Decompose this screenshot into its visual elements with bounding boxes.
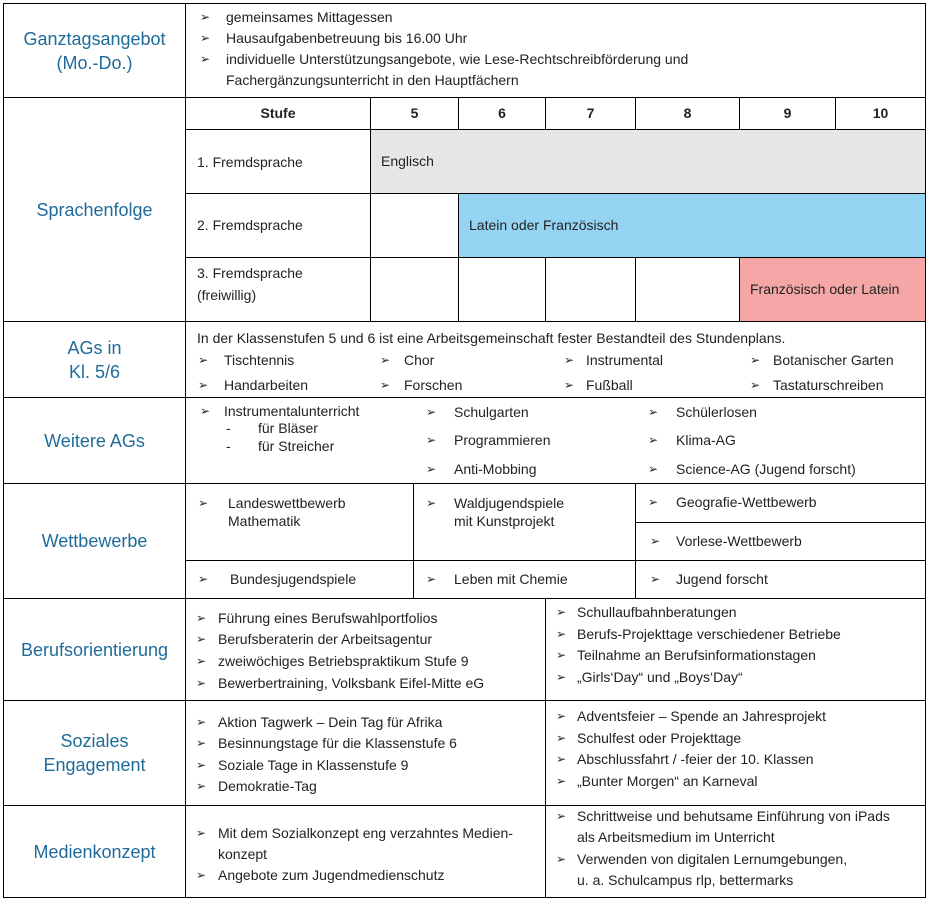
ganztag-label — [4, 4, 185, 97]
wettbewerb-item: Geografie-Wettbewerb — [676, 494, 817, 510]
weitere-item: Klima-AG — [676, 432, 736, 448]
bullet-icon: ➢ — [648, 433, 659, 447]
ags-intro: In der Klassenstufen 5 und 6 ist eine Arbeitsgemeinschaft fester Bestandteil des Stundenplans. — [197, 330, 786, 346]
bullet-icon: ➢ — [564, 353, 575, 367]
bullet-icon: ➢ — [426, 433, 437, 447]
beruf-item: Berufsberaterin der Arbeitsagentur — [218, 631, 433, 647]
medien-item-cont: als Arbeitsmedium im Unterricht — [577, 829, 775, 845]
ag-item: Instrumental — [586, 352, 664, 368]
bullet-icon: ➢ — [426, 405, 437, 419]
medien-item-cont: u. a. Schulcampus rlp, bettermarks — [577, 872, 794, 888]
fremdsprache-3-label: 3. Fremdsprache — [197, 265, 303, 281]
englisch-cell: Englisch — [381, 153, 434, 169]
bullet-icon: ➢ — [196, 826, 207, 840]
bullet-icon: ➢ — [556, 852, 567, 866]
bullet-icon: ➢ — [196, 779, 207, 793]
bullet-icon: ➢ — [196, 736, 207, 750]
ags-label-line2: Kl. 5/6 — [68, 361, 121, 382]
beruf-item: Bewerbertraining, Volksbank Eifel-Mitte eG — [218, 675, 485, 691]
sozial-item: „Bunter Morgen“ an Karneval — [577, 773, 758, 789]
ganztag-item: gemeinsames Mittagessen — [226, 9, 393, 25]
wettbewerb-item-cont: mit Kunstprojekt — [454, 513, 555, 529]
grade-header-8: 8 — [683, 105, 692, 121]
bullet-icon: ➢ — [198, 378, 209, 392]
sozial-item: Besinnungstage für die Klassenstufe 6 — [218, 735, 457, 751]
sozial-item: Aktion Tagwerk – Dein Tag für Afrika — [218, 714, 443, 730]
medien-item-cont: konzept — [218, 846, 268, 862]
wettbewerb-item: Leben mit Chemie — [454, 571, 568, 587]
weitere-item: Science-AG (Jugend forscht) — [676, 461, 856, 477]
grade-header-9: 9 — [783, 105, 792, 121]
weitere-subitem: für Streicher — [258, 438, 335, 454]
bullet-icon: ➢ — [198, 496, 209, 510]
bullet-icon: ➢ — [196, 715, 207, 729]
bullet-icon: ➢ — [200, 31, 211, 45]
beruf-item: Führung eines Berufswahlportfolios — [218, 610, 438, 626]
bullet-icon: ➢ — [648, 462, 659, 476]
bullet-icon: ➢ — [556, 670, 567, 684]
medien-item: Verwenden von digitalen Lernumgebungen, — [577, 851, 848, 867]
latein-franzoesisch-cell: Latein oder Französisch — [469, 217, 619, 233]
bullet-icon: ➢ — [426, 462, 437, 476]
bullet-icon: ➢ — [650, 534, 661, 548]
ag-item: Fußball — [586, 377, 633, 393]
ag-item: Tischtennis — [224, 352, 295, 368]
sozial-item: Schulfest oder Projekttage — [577, 730, 742, 746]
medien-item: Angebote zum Jugendmedienschutz — [218, 867, 445, 883]
dash: - — [226, 420, 231, 436]
weitere-item: Schulgarten — [454, 404, 529, 420]
bullet-icon: ➢ — [556, 709, 567, 723]
fremdsprache-1-label: 1. Fremdsprache — [197, 154, 303, 170]
wettbewerbe-label: Wettbewerbe — [41, 531, 148, 551]
weitere-item: Anti-Mobbing — [454, 461, 537, 477]
ag-item: Botanischer Garten — [773, 352, 894, 368]
bullet-icon: ➢ — [556, 809, 567, 823]
ag-item: Handarbeiten — [224, 377, 309, 393]
weitere-item: Schülerlosen — [676, 404, 757, 420]
wettbewerb-item: Waldjugendspiele — [454, 495, 564, 511]
grade-header-10: 10 — [872, 105, 889, 121]
wettbewerb-item-cont: Mathematik — [228, 513, 301, 529]
bullet-icon: ➢ — [648, 495, 659, 509]
wettbewerb-item: Jugend forscht — [676, 571, 768, 587]
grade-header-5: 5 — [410, 105, 419, 121]
bullet-icon: ➢ — [196, 758, 207, 772]
bullet-icon: ➢ — [196, 654, 207, 668]
beruf-item: Berufs-Projekttage verschiedener Betriebe — [577, 626, 841, 642]
ag-item: Forschen — [404, 377, 463, 393]
ganztag-item-cont: Fachergänzungsunterricht in den Hauptfächern — [226, 72, 519, 88]
bullet-icon: ➢ — [426, 496, 437, 510]
bullet-icon: ➢ — [196, 632, 207, 646]
weitere-label: Weitere AGs — [44, 430, 145, 451]
bullet-icon: ➢ — [196, 676, 207, 690]
fremdsprache-2-label: 2. Fremdsprache — [197, 217, 303, 233]
sozial-label-line1: Soziales — [60, 731, 129, 751]
bullet-icon: ➢ — [200, 404, 211, 418]
bullet-icon: ➢ — [196, 868, 207, 882]
ganztag-label-line2: (Mo.-Do.) — [56, 52, 133, 73]
sozial-item: Abschlussfahrt / -feier der 10. Klassen — [577, 751, 814, 767]
ag-item: Tastaturschreiben — [773, 377, 884, 393]
medien-label: Medienkonzept — [33, 841, 156, 862]
bullet-icon: ➢ — [380, 378, 391, 392]
bullet-icon: ➢ — [650, 572, 661, 586]
bullet-icon: ➢ — [198, 353, 209, 367]
beruf-item: Teilnahme an Berufsinformationstagen — [577, 647, 816, 663]
bullet-icon: ➢ — [426, 572, 437, 586]
weitere-item: Instrumentalunterricht — [224, 403, 360, 419]
dash: - — [226, 438, 231, 454]
bullet-icon: ➢ — [380, 353, 391, 367]
franzoesisch-latein-cell: Französisch oder Latein — [750, 281, 900, 297]
weitere-item: Programmieren — [454, 432, 551, 448]
wettbewerb-item: Bundesjugendspiele — [230, 571, 357, 587]
medien-item: Schrittweise und behutsame Einführung von iPads — [577, 808, 890, 824]
beruf-item: Schullaufbahnberatungen — [577, 604, 737, 620]
stufe-header: Stufe — [260, 105, 296, 121]
bullet-icon: ➢ — [200, 10, 211, 24]
sprachen-label: Sprachenfolge — [36, 199, 153, 220]
bullet-icon: ➢ — [556, 731, 567, 745]
beruf-label: Berufsorientierung — [20, 639, 169, 660]
ganztag-item: individuelle Unterstützungsangebote, wie Lese-Rechtschreibförderung und — [226, 51, 689, 67]
beruf-item: zweiwöchiges Betriebspraktikum Stufe 9 — [218, 653, 469, 669]
ag-item: Chor — [404, 352, 435, 368]
bullet-icon: ➢ — [750, 378, 761, 392]
grade-header-6: 6 — [498, 105, 506, 121]
bullet-icon: ➢ — [200, 52, 211, 66]
beruf-item: „Girls‘Day“ und „Boys‘Day“ — [577, 669, 743, 685]
weitere-subitem: für Bläser — [258, 420, 318, 436]
fremdsprache-3-sublabel: (freiwillig) — [197, 287, 257, 303]
bullet-icon: ➢ — [198, 572, 209, 586]
wettbewerb-item: Vorlese-Wettbewerb — [676, 533, 802, 549]
bullet-icon: ➢ — [556, 605, 567, 619]
bullet-icon: ➢ — [556, 648, 567, 662]
englisch-fill — [371, 130, 925, 193]
sozial-item: Adventsfeier – Spende an Jahresprojekt — [577, 708, 827, 724]
ags-label — [4, 322, 185, 397]
sozial-item: Demokratie-Tag — [218, 778, 317, 794]
ganztag-item: Hausaufgabenbetreuung bis 16.00 Uhr — [226, 30, 468, 46]
bullet-icon: ➢ — [564, 378, 575, 392]
bullet-icon: ➢ — [750, 353, 761, 367]
medien-item: Mit dem Sozialkonzept eng verzahntes Medien- — [218, 825, 513, 841]
bullet-icon: ➢ — [648, 405, 659, 419]
ags-label-line1: AGs in — [67, 337, 122, 358]
grade-header-7: 7 — [586, 105, 595, 121]
sozial-item: Soziale Tage in Klassenstufe 9 — [218, 757, 409, 773]
bullet-icon: ➢ — [556, 752, 567, 766]
bullet-icon: ➢ — [556, 627, 567, 641]
sozial-label-line2: Engagement — [43, 755, 146, 775]
bullet-icon: ➢ — [196, 611, 207, 625]
ganztag-label-line1: Ganztagsangebot — [23, 28, 166, 49]
wettbewerb-item: Landeswettbewerb — [228, 495, 346, 511]
sozial-label — [4, 701, 185, 805]
bullet-icon: ➢ — [556, 774, 567, 788]
